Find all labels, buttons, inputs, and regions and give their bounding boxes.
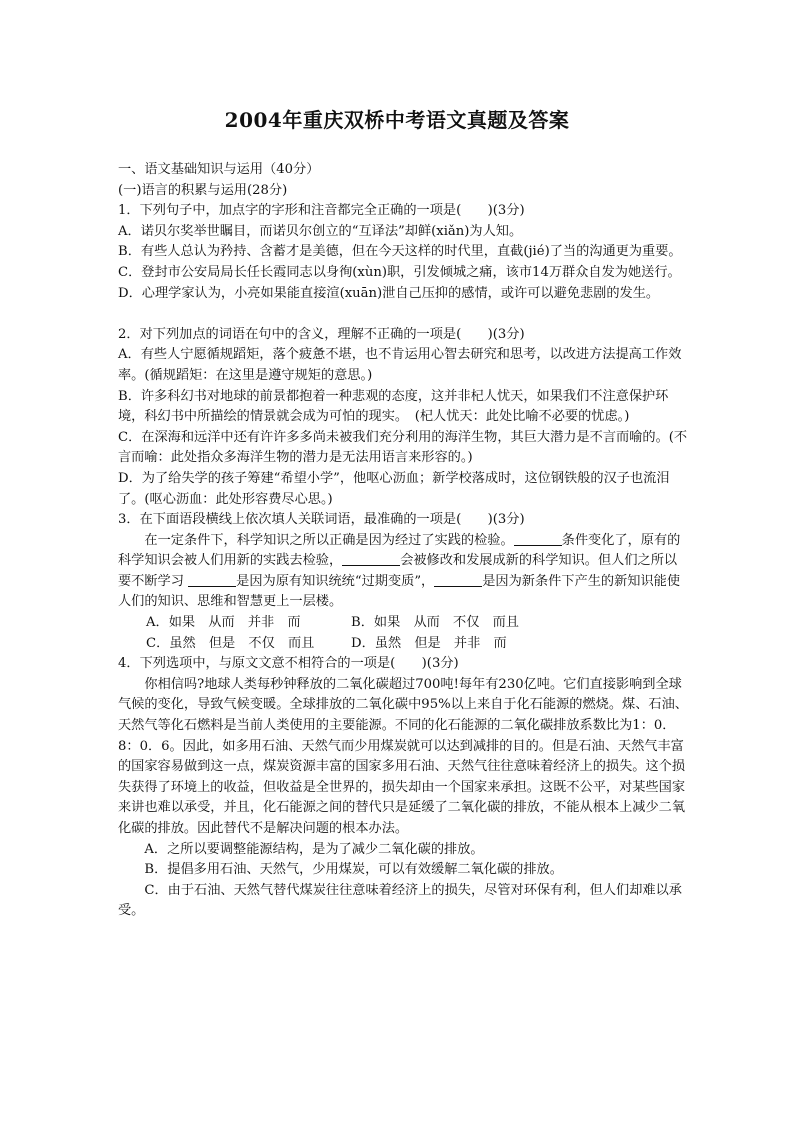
blank-4 bbox=[434, 572, 482, 587]
question-3-options-row-2 bbox=[118, 634, 688, 655]
question-3-passage bbox=[118, 531, 688, 613]
question-2-option-d: D．为了给失学的孩子筹建“希望小学”，他呕心沥血；新学校落成时，这位钢铁般的汉子也流泪了。(呕心沥血：此处形容费尽心思。) bbox=[118, 470, 670, 507]
passage-text-3: 会被修改和发展成新的科学知识。但人们之所以要不断学习 bbox=[118, 553, 678, 589]
question-3-option-c: C．虽然 但是 不仅 而且 bbox=[146, 635, 315, 651]
passage-text-4: 是因为原有知识统统“过期变质”， bbox=[236, 573, 435, 589]
document-body bbox=[118, 160, 688, 922]
question-2-option-b: B．许多科幻书对地球的前景都抱着一种悲观的态度，这并非杞人忧天，如果我们不注意保护环境，科幻书中所描绘的情景就会成为可怕的现实。 (杞人忧天：此处比喻不必要的忧虑。) bbox=[118, 388, 669, 425]
question-4-passage: 你相信吗?地球人类每秒钟释放的二氧化碳超过700吨!每年有230亿吨。它们直接影响到全球气候的变化，导致气候变暖。全球排放的二氧化碳中95%以上来自于化石能源的燃烧。煤、石油、天然气等化石燃料是当前人类使用的主要能源。不同的化石能源的二氧化碳排放系数比为1：0．8：0．6。因此，如多用石油、天然气而少用煤炭就可以达到减排的目的。但是石油、天然气丰富的国家容易做到这一点，煤炭资源丰富的国家多用石油、天然气往往意味着经济上的损失。这个损失获得了环境上的收益，但收益是全世界的，损失却由一个国家来承担。这既不公平，对某些国家来讲也难以承受，并且，化石能源之间的替代只是延缓了二氧化碳的排放，不能从根本上减少二氧化碳的排放。因此替代不是解决问题的根本办法。 bbox=[118, 676, 688, 836]
page-title: 2004年重庆双桥中考语文真题及答案 bbox=[224, 108, 570, 132]
question-1-option-c: C．登封市公安局局长任长霞同志以身徇(xùn)职，引发倾城之痛，该市14万群众自发为她送行。 bbox=[118, 264, 681, 280]
question-2-stem: 2．对下列加点的词语在句中的含义，理解不正确的一项是( )(3分) bbox=[118, 326, 525, 342]
question-4-option-a: A．之所以要调整能源结构，是为了减少二氧化碳的排放。 bbox=[144, 841, 484, 857]
question-1-option-d: D．心理学家认为，小亮如果能直接渲(xuān)泄自己压抑的感情，或许可以避免悲剧的发生。 bbox=[118, 285, 660, 301]
question-3-option-d: D．虽然 但是 并非 而 bbox=[351, 635, 507, 651]
spacer bbox=[118, 304, 688, 325]
question-3-stem: 3．在下面语段横线上依次填人关联词语，最准确的一项是( )(3分) bbox=[118, 512, 525, 528]
question-2-option-c: C．在深海和远洋中还有许许多多尚未被我们充分利用的海洋生物，其巨大潜力是不言而喻的。(不言而喻：此处指众多海洋生物的潜力是无法用语言来形容的。) bbox=[118, 429, 688, 466]
question-4-option-b: B．提倡多用石油、天然气，少用煤炭，可以有效缓解二氧化碳的排放。 bbox=[144, 862, 563, 878]
section-heading: 一、语文基础知识与运用（40分） bbox=[118, 162, 320, 177]
question-3-option-a: A．如果 从而 并非 而 bbox=[146, 615, 301, 631]
question-3-options-row-1 bbox=[118, 613, 688, 634]
blank-2 bbox=[342, 551, 400, 566]
passage-text-5: 是因为新条件下产生的新知识能使人们的知识、思维和智慧更上一层楼。 bbox=[118, 573, 681, 610]
passage-text-2: 条件变化了，原有的科学知识会被人们用新的实践去检验， bbox=[118, 532, 681, 569]
question-4-stem: 4．下列选项中，与原文文意不相符合的一项是( )(3分) bbox=[118, 656, 459, 672]
question-1-option-a: A．诺贝尔奖举世瞩目，而诺贝尔创立的“互译法”却鲜(xiǎn)为人知。 bbox=[118, 223, 523, 239]
blank-3 bbox=[188, 572, 236, 587]
question-1-option-b: B．有些人总认为矜持、含蓄才是美德，但在今天这样的时代里，直截(jié)了当的沟通更为重要。 bbox=[118, 244, 682, 260]
question-4-option-c: C．由于石油、天然气替代煤炭往往意味着经济上的损失，尽管对环保有利，但人们却难以承受。 bbox=[118, 882, 682, 919]
question-2-option-a: A．有些人宁愿循规蹈矩，落个疲惫不堪，也不肯运用心智去研究和思考，以改进方法提高工作效率。(循规蹈矩：在这里是遵守规矩的意思。) bbox=[118, 347, 682, 383]
blank-1 bbox=[514, 531, 562, 546]
passage-text-1: 在一定条件下，科学知识之所以正确是因为经过了实践的检验。 bbox=[144, 532, 514, 548]
question-3-option-b: B．如果 从而 不仅 而且 bbox=[351, 615, 519, 631]
subsection-heading: (一)语言的积累与运用(28分) bbox=[118, 182, 288, 198]
question-1-stem: 1．下列句子中，加点字的字形和注音都完全正确的一项是( )(3分) bbox=[118, 203, 525, 219]
